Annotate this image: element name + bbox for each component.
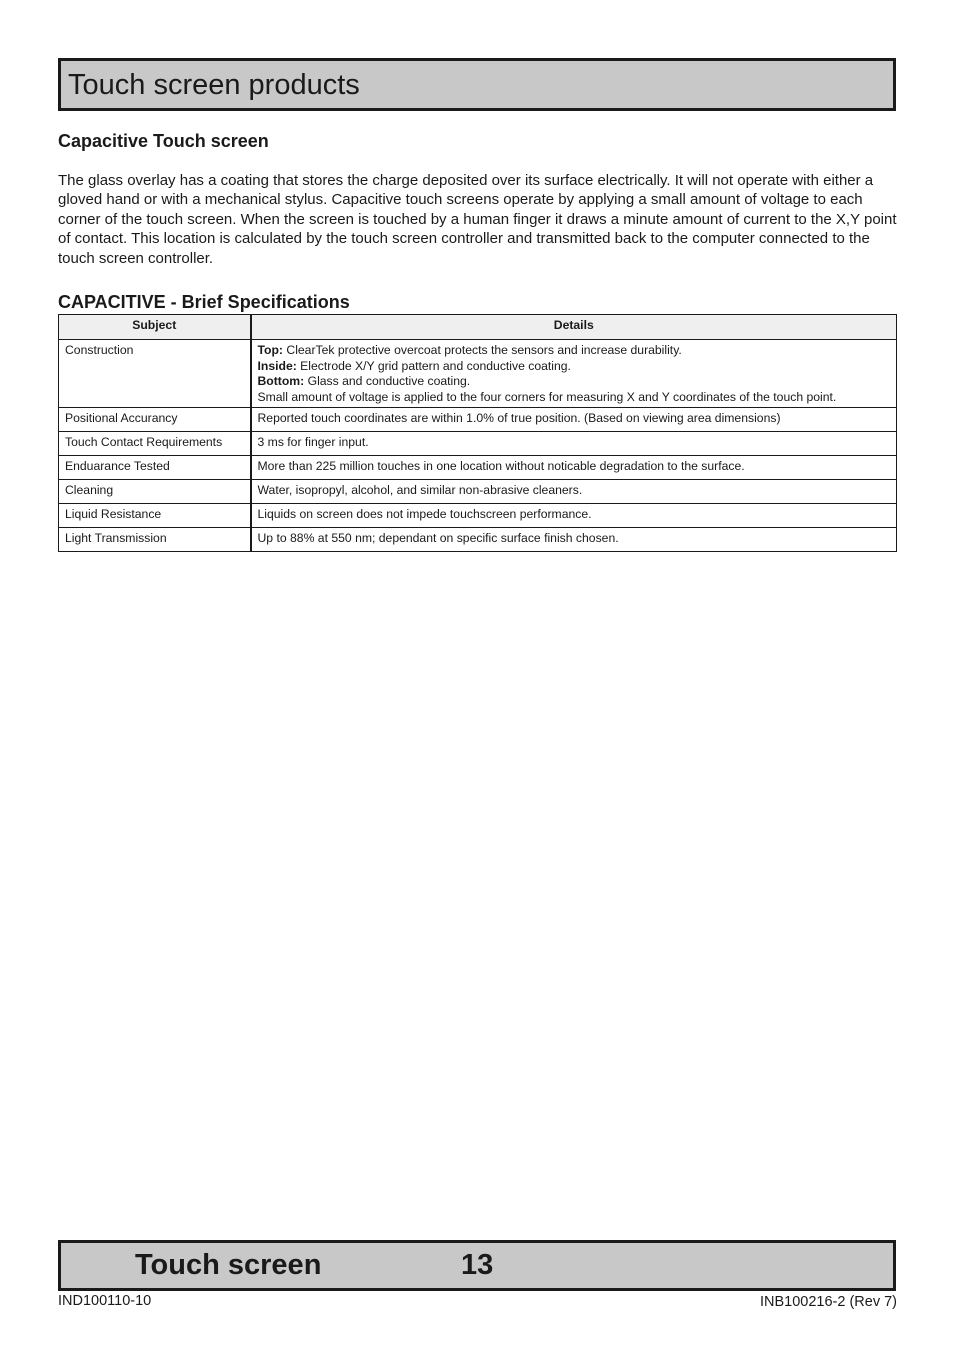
table-row — [59, 408, 897, 432]
construction-inside-line — [258, 359, 891, 375]
table-header-row — [59, 315, 897, 340]
construction-note: Small amount of voltage is applied to the four corners for measuring X and Y coordinates of the touch point. — [257, 389, 837, 404]
table-row — [59, 456, 897, 480]
row-details: Liquids on screen does not impede touchscreen performance. — [251, 504, 897, 528]
construction-inside-text: Electrode X/Y grid pattern and conductive coating. — [296, 358, 571, 373]
footer-title: Touch screen — [135, 1249, 322, 1281]
table-row-construction — [59, 340, 897, 408]
header-subject: Subject — [59, 315, 251, 340]
page-title-bar — [58, 58, 896, 111]
page-title: Touch screen products — [68, 69, 360, 101]
row-subject: Cleaning — [59, 480, 251, 504]
row-details — [251, 340, 897, 408]
row-subject: Touch Contact Requirements — [59, 432, 251, 456]
row-details: 3 ms for finger input. — [251, 432, 897, 456]
table-row — [59, 528, 897, 552]
row-subject: Construction — [59, 340, 251, 408]
table-row — [59, 432, 897, 456]
construction-top-text: ClearTek protective overcoat protects the sensors and increase durability. — [283, 343, 682, 357]
row-details: Up to 88% at 550 nm; dependant on specific surface finish chosen. — [251, 528, 897, 552]
construction-inside-label: Inside: — [257, 358, 297, 373]
footer-bar — [58, 1240, 896, 1291]
document-code-right: INB100216-2 (Rev 7) — [759, 1294, 897, 1310]
row-details: More than 225 million touches in one location without noticable degradation to the surface. — [251, 456, 897, 480]
specs-heading: CAPACITIVE - Brief Specifications — [58, 292, 350, 312]
section-paragraph: The glass overlay has a coating that stores the charge deposited over its surface electrically. It will not operate with either a gloved hand or with a mechanical stylus. Capacitive touch screens operate by applying a small amount of voltage to each corner of the touch screen. When the screen is touched by a human finger it draws a minute amount of current to the X,Y point of contact. This location is calculated by the touch screen controller and transmitted back to the computer connected to the touch screen controller. — [58, 172, 897, 267]
header-details: Details — [251, 315, 897, 340]
table-row — [59, 504, 897, 528]
row-subject: Liquid Resistance — [59, 504, 251, 528]
construction-top-line — [258, 343, 891, 359]
row-subject: Positional Accurancy — [59, 408, 251, 432]
row-subject: Light Transmission — [59, 528, 251, 552]
document-code-left: IND100110-10 — [58, 1293, 152, 1309]
section-heading: Capacitive Touch screen — [58, 131, 269, 151]
construction-top-label: Top: — [257, 343, 283, 357]
construction-bottom-line — [258, 374, 891, 390]
row-details: Reported touch coordinates are within 1.0% of true position. (Based on viewing area dimensions) — [251, 408, 897, 432]
construction-bottom-label: Bottom: — [257, 374, 305, 388]
row-details: Water, isopropyl, alcohol, and similar non-abrasive cleaners. — [251, 480, 897, 504]
specs-table — [58, 314, 897, 552]
page-number: 13 — [461, 1249, 494, 1281]
row-subject: Enduarance Tested — [59, 456, 251, 480]
construction-bottom-text: Glass and conductive coating. — [304, 374, 471, 388]
table-row — [59, 480, 897, 504]
